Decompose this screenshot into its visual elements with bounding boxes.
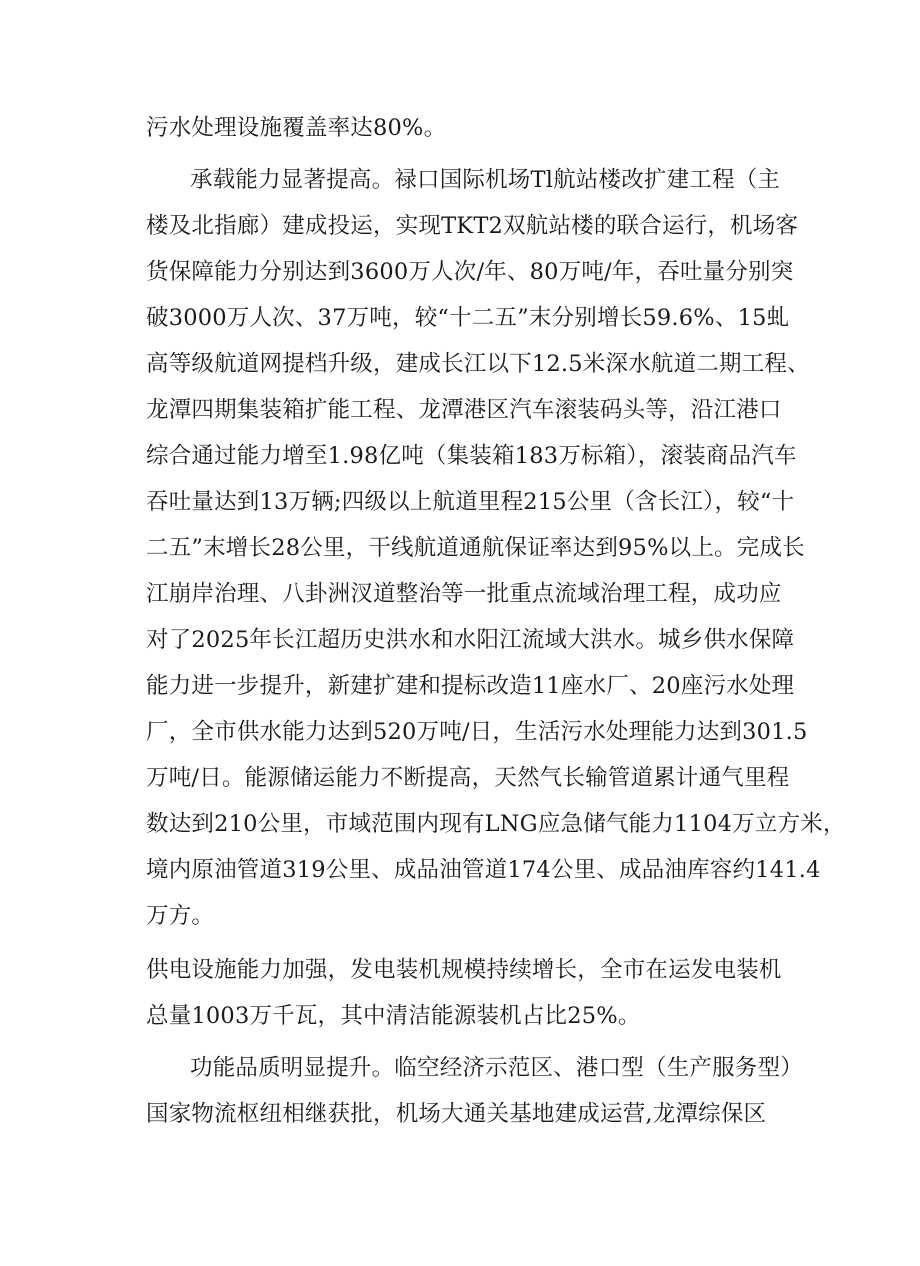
paragraph-start-line: 功能品质明显提升。临空经济示范区、港口型（生产服务型） xyxy=(190,1055,803,1081)
text-line: 货保障能力分别达到3600万人次/年、80万吨/年，吞吐量分别突 xyxy=(146,259,794,285)
text-line: 对了2025年长江超历史洪水和水阳江流域大洪水。城乡供水保障 xyxy=(146,627,795,653)
text-line: 数达到210公里，市域范围内现有LNG应急储气能力1104万立方米， xyxy=(146,811,846,837)
text-line: 破3000万人次、37万吨，较“十二五”末分别增长59.6%、15虬 xyxy=(146,305,790,331)
paragraph-start-line: 承载能力显著提高。禄口国际机场Tl航站楼改扩建工程（主 xyxy=(190,167,781,193)
text-line: 厂，全市供水能力达到520万吨/日，生活污水处理能力达到301.5 xyxy=(146,719,808,745)
paragraph-start-line: 供电设施能力加强，发电装机规模持续增长，全市在运发电装机 xyxy=(146,957,782,983)
text-line: 吞吐量达到13万辆;四级以上航道里程215公里（含长江），较“十 xyxy=(146,489,795,515)
text-line: 境内原油管道319公里、成品油管道174公里、成品油库容约141.4 xyxy=(146,857,821,883)
text-line: 楼及北指廊）建成投运，实现TKT2双航站楼的联合运行，机场客 xyxy=(146,213,799,239)
text-line: 龙潭四期集装箱扩能工程、龙潭港区汽车滚装码头等，沿江港口 xyxy=(146,397,782,423)
text-line: 国家物流枢纽相继获批，机场大通关基地建成运营,龙潭综保区 xyxy=(146,1101,767,1127)
text-line: 江崩岸治理、八卦洲汊道整治等一批重点流域治理工程，成功应 xyxy=(146,581,782,607)
text-line: 高等级航道网提档升级，建成长江以下12.5米深水航道二期工程、 xyxy=(146,351,810,377)
text-line: 二五”末增长28公里，干线航道通航保证率达到95%以上。完成长 xyxy=(146,535,805,561)
text-line: 万方。 xyxy=(146,903,215,929)
text-line: 污水处理设施覆盖率达80%。 xyxy=(146,115,447,141)
text-line: 总量1003万千瓦，其中清洁能源装机占比25%。 xyxy=(146,1003,641,1029)
text-line: 综合通过能力增至1.98亿吨（集装箱183万标箱），滚装商品汽车 xyxy=(146,443,797,469)
text-line: 万吨/日。能源储运能力不断提高，天然气长输管道累计通气里程 xyxy=(146,765,790,791)
text-line: 能力进一步提升，新建扩建和提标改造11座水厂、20座污水处理 xyxy=(146,673,795,699)
